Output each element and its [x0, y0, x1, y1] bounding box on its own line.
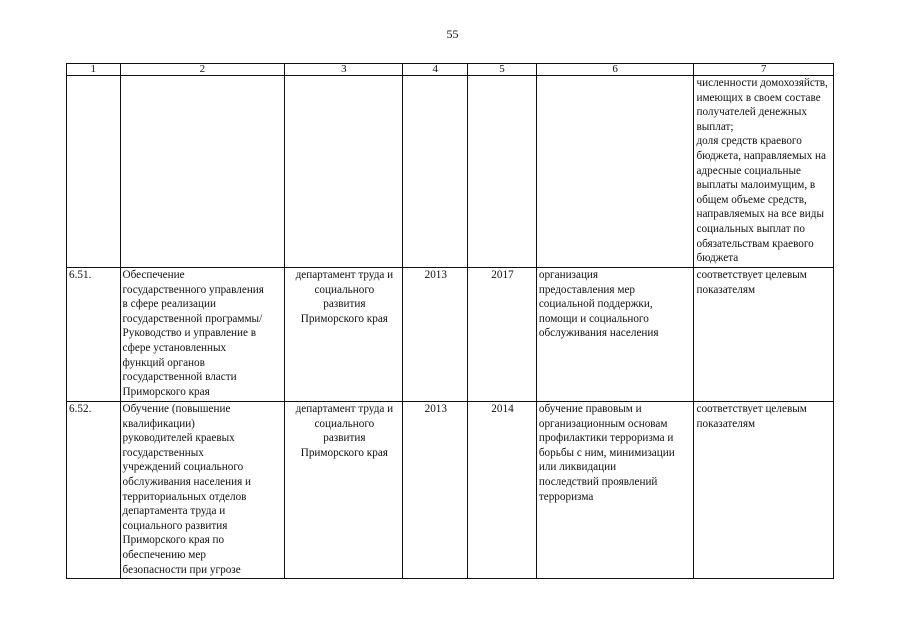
measure-number: 6.51.	[67, 268, 121, 402]
column-number: 2	[120, 64, 285, 76]
program-measures-table	[66, 63, 834, 579]
column-number: 5	[468, 64, 537, 76]
measure-indicators: соответствует целевым показателям	[694, 268, 834, 402]
column-number-row	[67, 64, 834, 76]
measure-start-year: 2013	[403, 268, 468, 402]
measure-number	[67, 76, 121, 268]
measure-number: 6.52.	[67, 402, 121, 579]
page-number: 55	[446, 27, 459, 41]
measure-end-year: 2014	[468, 402, 537, 579]
measure-executor	[285, 76, 403, 268]
table-row	[67, 402, 834, 579]
measure-name	[120, 76, 285, 268]
measure-result: организация предоставления мер социальной поддержки, помощи и социального обслуживания населения	[536, 268, 694, 402]
measure-indicators: численности домохозяйств, имеющих в своем составе получателей денежных выплат; доля средств краевого бюджета, направляемых на адресные социальные выплаты малоимущим, в общем объеме средств, направляемых на все виды социальных выплат по обязательствам краевого бюджета	[694, 76, 834, 268]
measure-start-year	[403, 76, 468, 268]
measure-result: обучение правовым и организационным основам профилактики терроризма и борьбы с ним, минимизации или ликвидации последствий проявлений терроризма	[536, 402, 694, 579]
measure-name: Обеспечение государственного управления в сфере реализации государственной программы/ Руководство и управление в сфере установленных функций органов государственной власти Приморского края	[120, 268, 285, 402]
table-row	[67, 76, 834, 268]
column-number: 6	[536, 64, 694, 76]
column-number: 3	[285, 64, 403, 76]
measure-end-year	[468, 76, 537, 268]
table-row	[67, 268, 834, 402]
measure-indicators: соответствует целевым показателям	[694, 402, 834, 579]
measure-end-year: 2017	[468, 268, 537, 402]
measure-start-year: 2013	[403, 402, 468, 579]
column-number: 1	[67, 64, 121, 76]
column-number: 7	[694, 64, 834, 76]
measure-result	[536, 76, 694, 268]
measure-executor: департамент труда и социального развития Приморского края	[285, 402, 403, 579]
measure-executor: департамент труда и социального развития Приморского края	[285, 268, 403, 402]
measure-name: Обучение (повышение квалификации) руководителей краевых государственных учреждений социального обслуживания населения и территориальных отделов департамента труда и социального развития Приморского края по обеспечению мер безопасности при угрозе	[120, 402, 285, 579]
column-number: 4	[403, 64, 468, 76]
